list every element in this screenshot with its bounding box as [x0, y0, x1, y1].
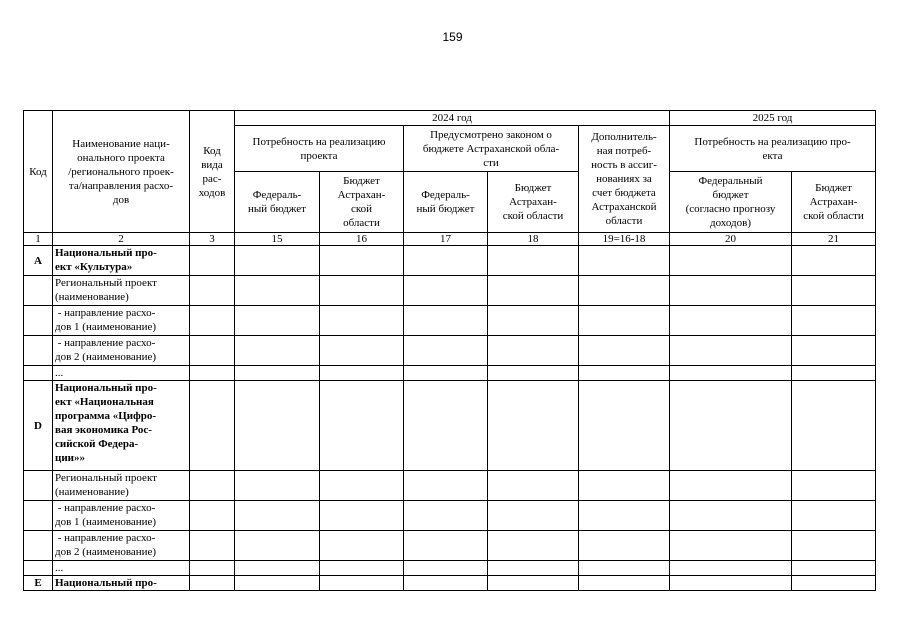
row-name: - направление расхо- дов 2 (наименование) [53, 336, 190, 366]
table-row [24, 501, 876, 531]
header-year-2024: 2024 год [235, 111, 670, 126]
column-number: 16 [320, 233, 404, 246]
row-code [24, 561, 53, 576]
header-provided-2024: Предусмотрено законом о бюджете Астраханской обла- сти [404, 126, 579, 172]
empty-cell [320, 336, 404, 366]
empty-cell [792, 336, 876, 366]
empty-cell [792, 471, 876, 501]
empty-cell [579, 531, 670, 561]
empty-cell [488, 576, 579, 591]
table-row [24, 381, 876, 471]
empty-cell [235, 561, 320, 576]
empty-cell [792, 576, 876, 591]
empty-cell [792, 276, 876, 306]
row-code [24, 276, 53, 306]
column-number: 17 [404, 233, 488, 246]
empty-cell [235, 276, 320, 306]
empty-cell [670, 246, 792, 276]
header-expense-code: Код вида рас- ходов [190, 111, 235, 233]
row-code [24, 471, 53, 501]
empty-cell [235, 306, 320, 336]
empty-cell [320, 366, 404, 381]
empty-cell [579, 246, 670, 276]
empty-cell [488, 531, 579, 561]
column-numbers-row [24, 233, 876, 246]
row-code [24, 306, 53, 336]
empty-cell [488, 306, 579, 336]
empty-cell [190, 561, 235, 576]
empty-cell [404, 576, 488, 591]
empty-cell [190, 306, 235, 336]
empty-cell [670, 381, 792, 471]
header-year-2025: 2025 год [670, 111, 876, 126]
budget-table [23, 110, 876, 591]
empty-cell [404, 306, 488, 336]
empty-cell [579, 366, 670, 381]
header-need-2025: Потребность на реализацию про- екта [670, 126, 876, 172]
empty-cell [579, 381, 670, 471]
header-regional-18: Бюджет Астрахан- ской области [488, 172, 579, 233]
empty-cell [320, 576, 404, 591]
empty-cell [579, 561, 670, 576]
empty-cell [235, 246, 320, 276]
empty-cell [320, 471, 404, 501]
empty-cell [488, 276, 579, 306]
header-name: Наименование наци- онального проекта /регионального проек- та/направления расхо- дов [53, 111, 190, 233]
empty-cell [792, 381, 876, 471]
table-row [24, 576, 876, 591]
empty-cell [235, 381, 320, 471]
header-regional-16: Бюджет Астрахан- ской области [320, 172, 404, 233]
row-name: - направление расхо- дов 1 (наименование) [53, 306, 190, 336]
empty-cell [579, 501, 670, 531]
empty-cell [190, 246, 235, 276]
column-number: 19=16-18 [579, 233, 670, 246]
table-row [24, 336, 876, 366]
empty-cell [235, 576, 320, 591]
empty-cell [670, 276, 792, 306]
empty-cell [190, 366, 235, 381]
row-code [24, 336, 53, 366]
table-row [24, 306, 876, 336]
empty-cell [488, 336, 579, 366]
empty-cell [404, 471, 488, 501]
empty-cell [579, 576, 670, 591]
row-name: Национальный про- [53, 576, 190, 591]
row-code [24, 366, 53, 381]
column-number: 2 [53, 233, 190, 246]
empty-cell [792, 366, 876, 381]
empty-cell [320, 501, 404, 531]
empty-cell [670, 306, 792, 336]
empty-cell [579, 276, 670, 306]
empty-cell [404, 381, 488, 471]
row-code [24, 501, 53, 531]
empty-cell [404, 366, 488, 381]
empty-cell [488, 366, 579, 381]
empty-cell [320, 381, 404, 471]
empty-cell [670, 501, 792, 531]
header-regional-21: Бюджет Астрахан- ской области [792, 172, 876, 233]
empty-cell [670, 531, 792, 561]
table-row [24, 561, 876, 576]
row-name: ... [53, 561, 190, 576]
empty-cell [320, 246, 404, 276]
empty-cell [488, 246, 579, 276]
empty-cell [488, 381, 579, 471]
empty-cell [190, 501, 235, 531]
table-row [24, 246, 876, 276]
empty-cell [190, 576, 235, 591]
empty-cell [235, 366, 320, 381]
column-number: 1 [24, 233, 53, 246]
column-number: 21 [792, 233, 876, 246]
empty-cell [792, 501, 876, 531]
row-name: Национальный про- ект «Национальная программа «Цифро- вая экономика Рос- сийской Федера- ции»» [53, 381, 190, 471]
empty-cell [190, 471, 235, 501]
empty-cell [579, 306, 670, 336]
empty-cell [404, 501, 488, 531]
empty-cell [670, 336, 792, 366]
empty-cell [579, 471, 670, 501]
row-code: E [24, 576, 53, 591]
table-row [24, 366, 876, 381]
empty-cell [235, 531, 320, 561]
empty-cell [488, 471, 579, 501]
empty-cell [792, 561, 876, 576]
empty-cell [190, 531, 235, 561]
table-row [24, 471, 876, 501]
empty-cell [190, 336, 235, 366]
empty-cell [320, 561, 404, 576]
empty-cell [670, 576, 792, 591]
column-number: 3 [190, 233, 235, 246]
column-number: 15 [235, 233, 320, 246]
header-federal-20: Федеральный бюджет (согласно прогнозу доходов) [670, 172, 792, 233]
column-number: 20 [670, 233, 792, 246]
column-number: 18 [488, 233, 579, 246]
row-name: Региональный проект (наименование) [53, 276, 190, 306]
row-name: - направление расхо- дов 1 (наименование) [53, 501, 190, 531]
empty-cell [404, 336, 488, 366]
header-additional-need: Дополнитель- ная потреб- ность в ассиг- нованиях за счет бюджета Астраханской области [579, 126, 670, 233]
header-federal-17: Федераль- ный бюджет [404, 172, 488, 233]
empty-cell [488, 561, 579, 576]
empty-cell [488, 501, 579, 531]
empty-cell [792, 531, 876, 561]
empty-cell [670, 366, 792, 381]
row-code: A [24, 246, 53, 276]
empty-cell [235, 501, 320, 531]
empty-cell [320, 531, 404, 561]
page-number: 159 [442, 30, 463, 44]
row-name: Региональный проект (наименование) [53, 471, 190, 501]
empty-cell [670, 471, 792, 501]
table-row [24, 531, 876, 561]
header-code: Код [24, 111, 53, 233]
empty-cell [320, 276, 404, 306]
empty-cell [190, 381, 235, 471]
row-code [24, 531, 53, 561]
header-need-2024: Потребность на реализацию проекта [235, 126, 404, 172]
empty-cell [320, 306, 404, 336]
empty-cell [404, 246, 488, 276]
row-name: ... [53, 366, 190, 381]
empty-cell [579, 336, 670, 366]
header-federal-15: Федераль- ный бюджет [235, 172, 320, 233]
empty-cell [792, 306, 876, 336]
empty-cell [235, 471, 320, 501]
empty-cell [404, 561, 488, 576]
empty-cell [235, 336, 320, 366]
empty-cell [190, 276, 235, 306]
row-name: Национальный про- ект «Культура» [53, 246, 190, 276]
empty-cell [670, 561, 792, 576]
table-row [24, 276, 876, 306]
empty-cell [404, 276, 488, 306]
empty-cell [404, 531, 488, 561]
row-code: D [24, 381, 53, 471]
empty-cell [792, 246, 876, 276]
row-name: - направление расхо- дов 2 (наименование) [53, 531, 190, 561]
